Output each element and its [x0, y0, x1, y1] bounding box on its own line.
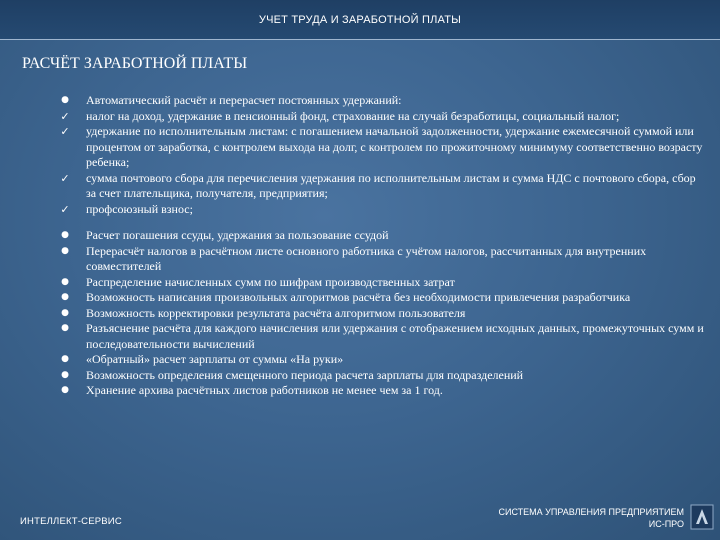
bullet-icon: ●: [61, 307, 69, 318]
footer-product: [498, 506, 684, 530]
bullet-icon: ●: [61, 369, 69, 380]
list-item-text: сумма почтового сбора для перечисления удержания по исполнительным листам и сумма НДС с почтового сбора, сбор за счет плательщика, получателя, предприятия;: [86, 170, 696, 200]
feature-item: [56, 352, 704, 368]
checkmark-icon: ✓: [60, 125, 70, 138]
checkmark-icon: ✓: [60, 171, 70, 185]
checklist-item: [56, 171, 704, 202]
footer-company: ИНТЕЛЛЕКТ-СЕРВИС: [20, 516, 122, 527]
checkmark-icon: ✓: [60, 202, 70, 216]
list-item-text: Хранение архива расчётных листов работников не менее чем за 1 год.: [86, 383, 443, 397]
list-item-text: «Обратный» расчет зарплаты от суммы «На руки»: [86, 352, 344, 366]
list-item-text: Разъяснение расчёта для каждого начисления или удержания с отображением исходных данных, промежуточных сумм и последовательности вычислений: [86, 321, 704, 351]
feature-item: [56, 275, 704, 291]
list-item-text: Перерасчёт налогов в расчётном листе основного работника с учётом налогов, рассчитанных для внутренних совместителей: [86, 243, 647, 273]
content-list: [56, 93, 704, 399]
list-item-text: Распределение начисленных сумм по шифрам производственных затрат: [86, 274, 455, 289]
list-item-text: Расчет погашения ссуды, удержания за пользование ссудой: [86, 228, 389, 242]
bullet-icon: ●: [61, 95, 69, 105]
bullet-icon: ●: [61, 385, 69, 395]
feature-item: [56, 368, 704, 384]
feature-item: [56, 321, 704, 352]
checklist-item: [56, 202, 704, 218]
bullet-icon: ●: [61, 323, 69, 333]
company-logo-icon: [690, 504, 714, 530]
checklist-item: [56, 109, 704, 125]
feature-item: [56, 228, 704, 244]
bullet-icon: ●: [61, 276, 69, 287]
feature-item: [56, 306, 704, 322]
feature-item: [56, 383, 704, 399]
list-item-text: профсоюзный взнос;: [86, 201, 193, 216]
section-title: РАСЧЁТ ЗАРАБОТНОЙ ПЛАТЫ: [22, 55, 248, 72]
footer-product-line2: ИС-ПРО: [648, 519, 684, 529]
bullet-icon: ●: [61, 292, 69, 302]
header-title: УЧЕТ ТРУДА И ЗАРАБОТНОЙ ПЛАТЫ: [258, 14, 462, 26]
checklist-item: [56, 124, 704, 171]
list-item-text: Возможность корректировки результата расчёта алгоритмом пользователя: [86, 305, 466, 320]
list-item-text: Автоматический расчёт и перерасчет постоянных удержаний:: [86, 93, 402, 107]
list-item-deductions-heading: [56, 93, 704, 109]
list-item-text: налог на доход, удержание в пенсионный фонд, страхование на случай безработицы, социальный налог;: [86, 108, 620, 123]
list-item-text: удержание по исполнительным листам: с погашением начальной задолженности, удержание ежемесячной суммой или процентом от заработка, с контролем выхода на долг, с контролем по прожиточному минимуму соответственно возрасту ребенка;: [86, 124, 703, 169]
list-item-text: Возможность написания произвольных алгоритмов расчёта без необходимости привлечения разработчика: [86, 290, 631, 304]
checkmark-icon: ✓: [60, 109, 70, 123]
bullet-icon: ●: [61, 230, 69, 240]
footer-product-line1: СИСТЕМА УПРАВЛЕНИЯ ПРЕДПРИЯТИЕМ: [498, 507, 684, 517]
list-item-text: Возможность определения смещенного периода расчета зарплаты для подразделений: [86, 367, 524, 382]
bullet-icon: ●: [61, 245, 69, 256]
list-spacer: [56, 217, 704, 228]
header-divider: [0, 39, 720, 40]
feature-item: [56, 244, 704, 275]
bullet-icon: ●: [61, 354, 69, 364]
feature-item: [56, 290, 704, 306]
